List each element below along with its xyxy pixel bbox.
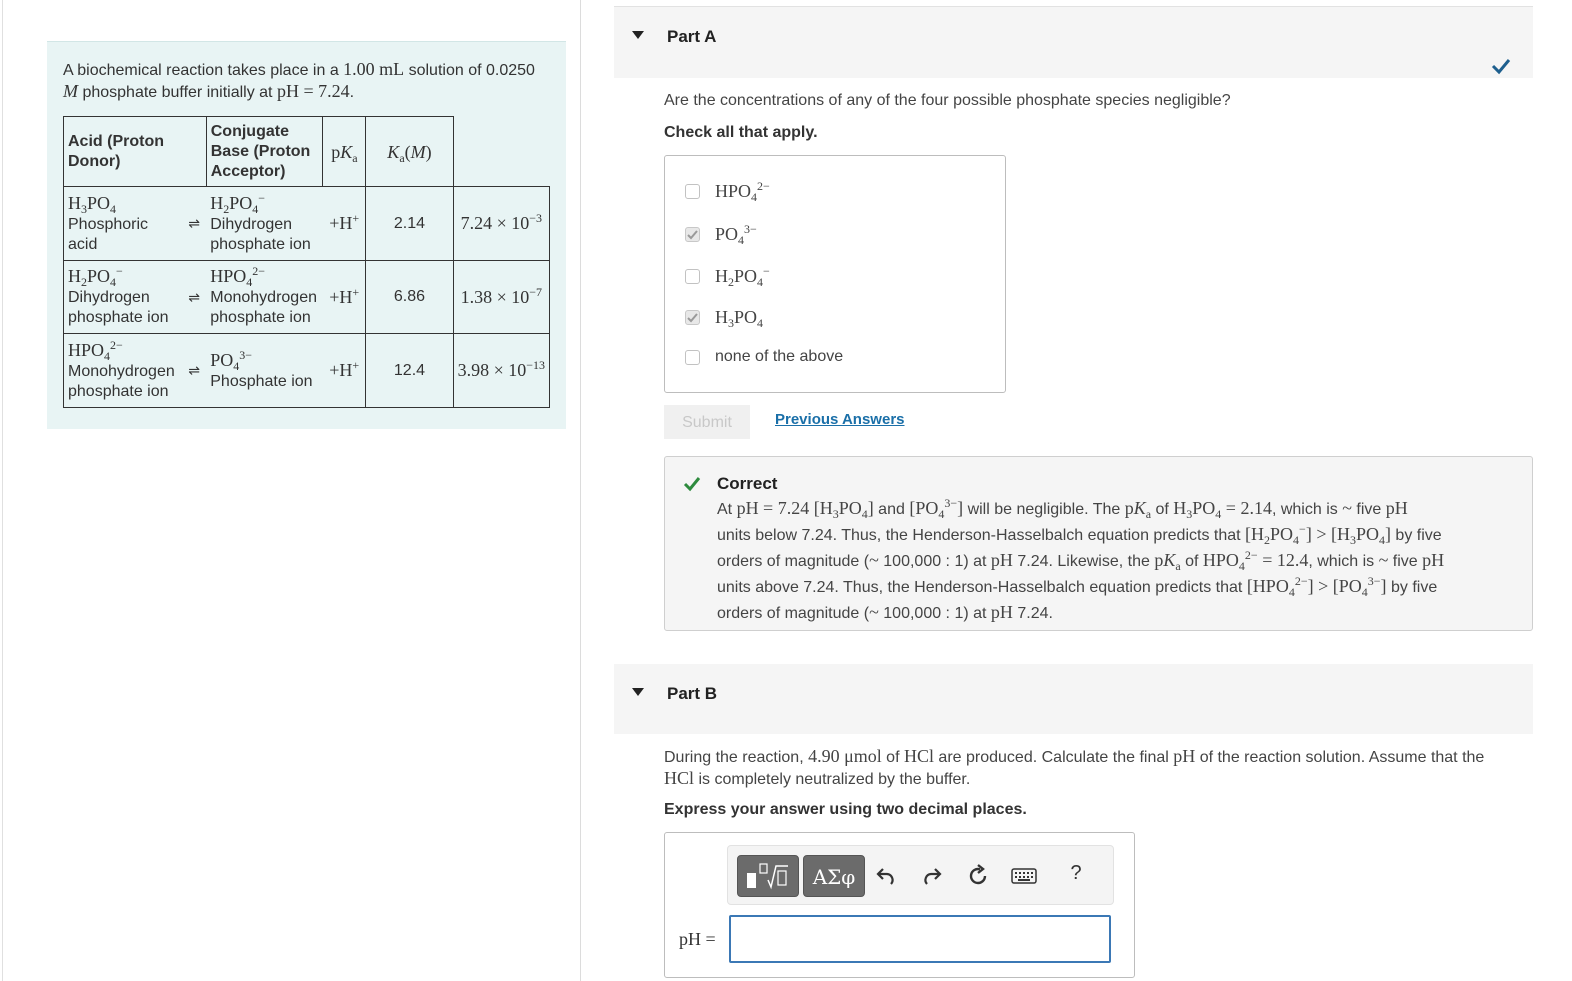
caret-down-icon[interactable] [632,688,644,696]
feedback-title: Correct [717,474,778,493]
option-label: $H_2PO_4^-$ [715,264,770,289]
base-name: Dihydrogen phosphate ion [210,215,311,253]
check-icon [1491,57,1511,75]
h-plus: +H+ [323,261,366,334]
checkbox[interactable] [685,310,700,325]
reset-icon[interactable] [964,862,992,890]
math-toolbar [727,845,1114,905]
part-b-header[interactable] [614,664,1533,734]
part-b-question: During the reaction, 4.90 μmol of HCl are produced. Calculate the final pH of the reaction solution. Assume that the HCl is completely neutralized by the buffer. [664,746,1485,788]
previous-answers-link[interactable]: Previous Answers [775,411,905,428]
answer-box [664,832,1135,978]
check-icon [687,313,698,323]
h-plus: +H+ [323,334,366,408]
caret-down-icon[interactable] [632,31,644,39]
templates-button[interactable] [737,855,799,897]
h-plus: +H+ [323,187,366,261]
part-a-title: Part A [667,27,717,46]
feedback-text: At pH = 7.24 $[H_3PO_4]$ and $[PO_4^{3-}]$ will be negligible. The $pK_a$ of $H_3PO_4 = 2.14$, which is ~ five pH units below 7.24. Thus, the Henderson-Hasselbalch equation predicts that $[H_2PO_4^-] > [H_3PO_4]$ by five orders of magnitude (~ 100,000 : 1) at pH 7.24. Likewise, the $pK_a$ of $HPO_4^{2-} = 12.4$, which is ~ five pH units above 7.24. Thus, the Henderson-Hasselbalch equation predicts that $[HPO_4^{2-}] > [PO_4^{3-}]$ by five orders of magnitude (~ 100,000 : 1) at pH 7.24. [717,496,1445,622]
checkbox[interactable] [685,184,700,199]
acid-name: Monohydrogen phosphate ion [68,362,175,400]
intro-text-part: A biochemical reaction takes place in a [63,62,344,79]
intro-molarity: 0.0250 [485,62,535,79]
pka-value: 12.4 [366,334,453,408]
base-formula: $H_2PO_4^-$ [210,190,266,216]
acid-name: Dihydrogen phosphate ion [68,289,169,326]
header-base: Conjugate Base (Proton Acceptor) [206,117,323,187]
undo-icon[interactable] [872,862,900,890]
templates-icon [738,856,798,896]
intro-box [47,41,566,429]
checkbox[interactable] [685,227,700,242]
pka-value: 6.86 [366,261,453,334]
keyboard-icon[interactable] [1010,862,1038,890]
base-formula: $PO_4^{3-}$ [210,347,253,373]
ph-label: pH = [679,929,716,949]
option-po4[interactable] [685,224,757,245]
part-b-instruction: Express your answer using two decimal places. [664,801,1027,818]
option-h3po4[interactable] [685,307,763,328]
options-box [664,155,1006,393]
base-cell [206,334,323,408]
part-a-question: Are the concentrations of any of the four possible phosphate species negligible? [664,92,1231,109]
acid-cell [64,261,185,334]
equilibrium-arrow-icon: ⇌ [184,187,206,261]
symbols-button[interactable]: ΑΣφ [803,855,865,897]
base-name: Phosphate ion [210,372,313,390]
acid-formula: $H_2PO_4^-$ [68,264,123,289]
ka-value: $7.24 \times 10^{-3}$ [453,187,549,261]
submit-button[interactable]: Submit [664,405,750,439]
option-label: $PO_4^{3-}$ [715,222,757,247]
base-cell [206,261,323,334]
check-icon [687,230,698,240]
table-row [64,334,550,408]
acid-formula: $H_3PO_4$ [68,192,117,216]
equilibrium-arrow-icon: ⇌ [184,334,206,408]
ka-value: $3.98 \times 10^{-13}$ [453,334,549,408]
part-b-title: Part B [667,684,718,703]
intro-text [63,59,563,103]
intro-text-part: solution of [404,62,486,79]
intro-text-part: phosphate buffer initially at [78,84,277,101]
intro-text-part: . [349,84,355,101]
checkbox[interactable] [685,269,700,284]
header-acid: Acid (Proton Donor) [64,117,207,187]
header-pka: $pK_a$ [323,117,366,187]
option-none[interactable] [685,348,843,366]
option-hpo4[interactable] [685,181,770,202]
acid-cell [64,334,185,408]
ph-answer-input[interactable] [729,915,1111,963]
option-h2po4[interactable] [685,266,770,287]
table-row [64,261,550,334]
header-ka: $K_a(M)$ [366,117,453,187]
ka-value: $1.38 \times 10^{-7}$ [453,261,549,334]
acid-formula: $HPO_4^{2-}$ [68,337,123,363]
part-a-instruction: Check all that apply. [664,124,818,141]
checkbox[interactable] [685,350,700,365]
pka-value: 2.14 [366,187,453,261]
equilibrium-arrow-icon: ⇌ [184,261,206,334]
phosphate-table [63,116,550,408]
table-row [64,187,550,261]
option-label: none of the above [715,348,844,365]
option-label: $H_3PO_4$ [715,307,764,330]
table-header-row [64,117,550,187]
redo-icon[interactable] [918,862,946,890]
intro-volume: 1.00 mL [343,59,405,79]
left-panel [2,0,581,981]
option-label: $HPO_4^{2-}$ [715,179,770,204]
check-icon [683,476,701,492]
intro-unit: M [63,81,78,101]
part-a-header[interactable] [614,6,1533,78]
help-button[interactable]: ? [1070,862,1082,884]
base-cell [206,187,323,261]
base-name: Monohydrogen phosphate ion [210,289,317,326]
feedback-box [664,456,1533,631]
acid-name: Phosphoric acid [68,215,149,253]
base-formula: $HPO_4^{2-}$ [210,264,266,289]
acid-cell [64,187,185,261]
intro-ph: pH = 7.24 [276,81,350,101]
